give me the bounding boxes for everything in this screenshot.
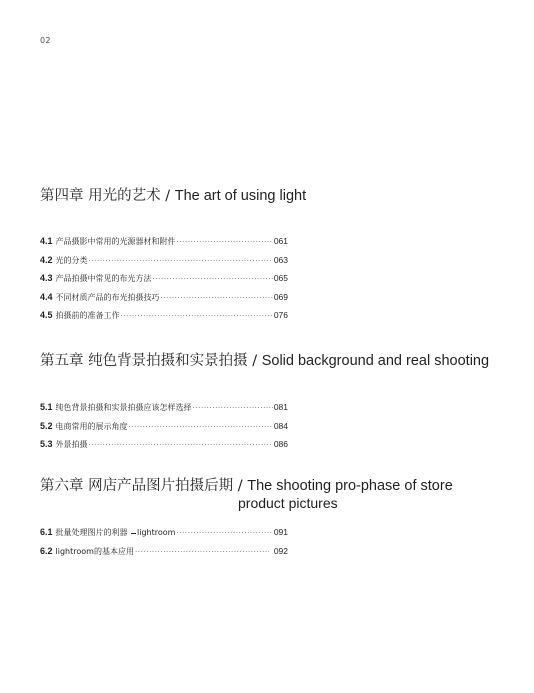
toc-text: 光的分类 (55, 255, 88, 265)
toc-entry[interactable] (40, 306, 288, 325)
toc-text: 电商常用的展示角度 (55, 421, 128, 431)
toc-entry[interactable] (40, 232, 288, 251)
dot-leader (153, 270, 273, 289)
chapter-title-separator: / (160, 188, 175, 204)
toc-entry[interactable] (40, 398, 288, 417)
chapter-title-separator: / (247, 353, 262, 369)
toc-number: 5.1 (40, 402, 53, 412)
chapter-title (40, 353, 490, 370)
toc-text: 拍摄前的准备工作 (55, 311, 120, 320)
toc-list (40, 398, 470, 454)
toc-page: 069 (273, 291, 288, 302)
dot-leader (89, 436, 273, 455)
chapter-title-en-line2: product pictures (238, 495, 338, 511)
chapter-title-zh: 第五章 纯色背景拍摄和实景拍摄 (40, 353, 248, 369)
chapter-title-zh: 第四章 用光的艺术 (40, 188, 161, 204)
toc-page: 086 (273, 439, 288, 449)
toc-page: 081 (273, 402, 288, 412)
chapter-title-en: The art of using light (174, 188, 307, 204)
toc-list (40, 523, 470, 560)
toc-page: 092 (273, 545, 288, 556)
toc-number: 4.2 (40, 254, 53, 265)
toc-entry[interactable] (40, 523, 288, 542)
toc-entry[interactable] (40, 288, 288, 307)
toc-entry[interactable] (40, 251, 288, 270)
toc-page: 084 (273, 420, 288, 431)
dot-leader (89, 252, 273, 271)
toc-page: 063 (273, 254, 288, 265)
toc-number: 4.3 (40, 273, 53, 283)
toc-number: 5.3 (40, 439, 53, 449)
chapter-title (40, 478, 470, 512)
toc-text: 外景拍摄 (55, 440, 88, 449)
toc-text: 纯色背景拍摄和实景拍摄应该怎样选择 (55, 403, 192, 412)
dot-leader (129, 418, 273, 437)
dot-leader (176, 524, 272, 543)
toc-page: 076 (273, 310, 288, 320)
toc-number: 4.4 (40, 291, 53, 302)
toc-text-lightroom: lightroom (137, 528, 176, 537)
chapter-title (40, 188, 470, 205)
toc-page: 091 (273, 527, 288, 537)
dot-leader (177, 233, 273, 252)
toc-text: 不同材质产品的布光拍摄技巧 (55, 292, 160, 302)
toc-number: 4.5 (40, 310, 53, 320)
toc-number: 6.2 (40, 545, 53, 556)
toc-text: 批量处理图片的利器 (55, 528, 128, 537)
chapter-title-en: Solid background and real shooting (261, 353, 490, 369)
em-dash-rule (131, 533, 136, 534)
toc-entry[interactable] (40, 417, 288, 436)
dot-leader (161, 289, 273, 308)
chapter-title-en: The shooting pro-phase of store (247, 478, 453, 494)
chapter-6 (40, 478, 470, 560)
toc-list (40, 232, 470, 325)
chapter-4 (40, 188, 470, 325)
chapter-title-separator: / (233, 478, 248, 494)
chapter-title-zh: 第六章 网店产品图片拍摄后期 (40, 478, 234, 494)
dot-leader (135, 543, 269, 562)
toc-text: lightroom的基本应用 (55, 546, 134, 556)
toc-text: 产品摄影中常用的光源器材和附件 (55, 237, 176, 246)
toc-number: 4.1 (40, 236, 53, 246)
toc-text: 产品拍摄中常见的布光方法 (55, 274, 152, 283)
page-number: 02 (40, 36, 51, 45)
toc-page: 061 (273, 236, 288, 246)
toc-number: 6.1 (40, 527, 53, 537)
dot-leader (121, 307, 273, 326)
chapter-5 (40, 353, 490, 454)
toc-entry[interactable] (40, 542, 288, 561)
toc-entry[interactable] (40, 269, 288, 288)
dot-leader (193, 399, 273, 418)
toc-entry[interactable] (40, 435, 288, 454)
toc-number: 5.2 (40, 420, 53, 431)
toc-page: 065 (273, 273, 288, 283)
